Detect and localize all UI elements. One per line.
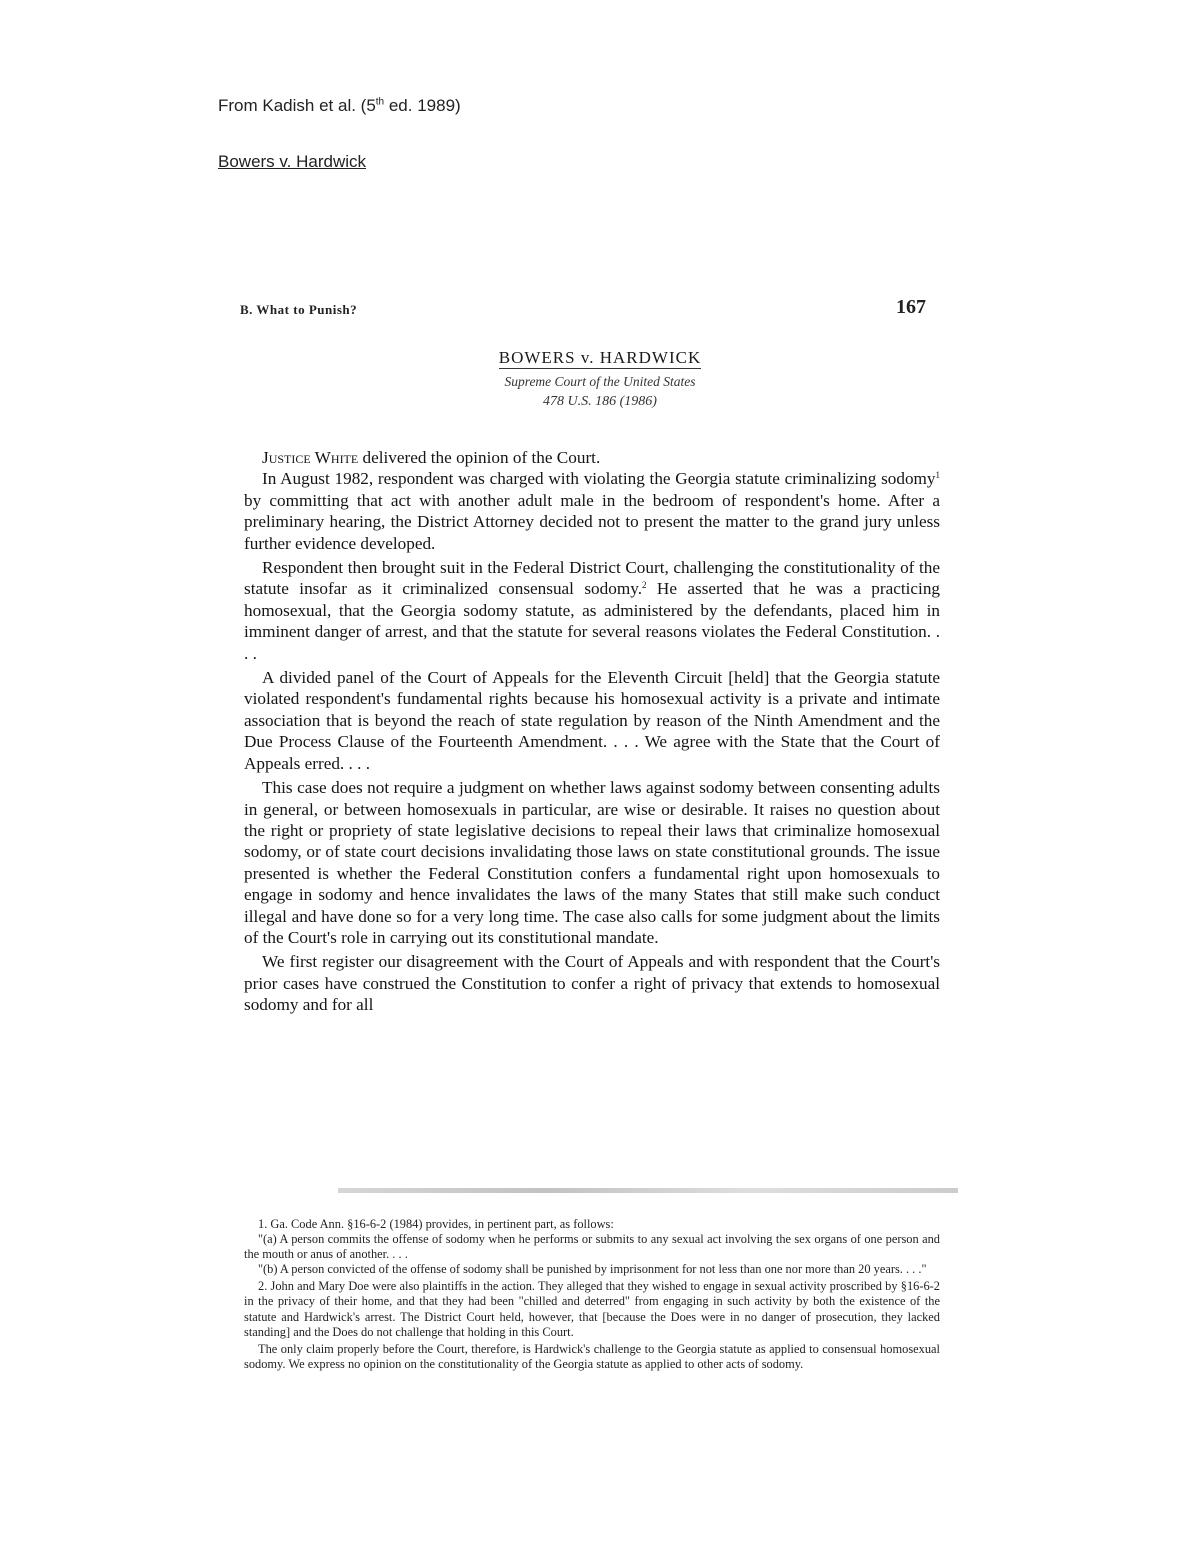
paragraph-5: We first register our disagreement with the Court of Appeals and with respondent that the Court's prior cases have construed the Constitution to confer a right of privacy that extends to homosexual sodomy and for all [244, 952, 940, 1015]
paragraph-1 [244, 468, 940, 554]
justice-name: Justice White [262, 448, 359, 467]
footnotes [244, 1217, 940, 1372]
paragraph-1-text-a: In August 1982, respondent was charged with violating the Georgia statute criminalizing sodomy [262, 469, 936, 489]
footnote-1-intro: 1. Ga. Code Ann. §16-6-2 (1984) provides, in pertinent part, as follows: [258, 1217, 614, 1231]
case-title [400, 348, 800, 368]
source-note-edition: ed. 1989) [384, 96, 461, 115]
paragraph-3: A divided panel of the Court of Appeals for the Eleventh Circuit [held] that the Georgia statute violated respondent's fundamental rights because his homosexual activity is a private and intimate association that is beyond the reach of state regulation by reason of the Ninth Amendment and the Due Process Clause of the Fourteenth Amendment. . . . We agree with the State that the Court of Appeals erred. . . . [244, 668, 940, 773]
opinion-intro-text: delivered the opinion of the Court. [358, 448, 601, 467]
paragraph-2-text-a: Respondent then brought suit in the Federal District Court, challenging the constitutionality of the statute insofar as it criminalized consensual sodomy. [244, 558, 940, 599]
paragraph-1-text-b: by committing that act with another adult male in the bedroom of respondent's home. After a preliminary hearing, the District Attorney decided not to present the matter to the grand jury unless further evidence developed. [244, 490, 940, 553]
footnote-ref-2: 2 [642, 580, 647, 591]
case-name-heading: Bowers v. Hardwick [218, 152, 366, 171]
footnote-1-subsection-b: "(b) A person convicted of the offense of sodomy shall be punished by imprisonment for not less than one nor more than 20 years. . . ." [258, 1262, 927, 1277]
page-number: 167 [896, 296, 926, 318]
footnote-1-subsection-a: "(a) A person commits the offense of sodomy when he performs or submits to any sexual act involving the sex organs of one person and the mouth or anus of another. . . . [244, 1232, 940, 1262]
footnote-ref-1: 1 [935, 470, 940, 481]
opinion-body [244, 447, 940, 1016]
scan-divider [338, 1188, 958, 1193]
source-note-superscript: th [375, 96, 385, 108]
source-note [218, 96, 461, 116]
case-title-text: BOWERS v. HARDWICK [498, 348, 702, 367]
source-note-text: From Kadish et al. (5 [218, 96, 376, 115]
case-citation: 478 U.S. 186 (1986) [543, 394, 657, 409]
paragraph-2-text-b: He asserted that he was a practicing homosexual, that the Georgia sodomy statute, as administered by the defendants, placed him in imminent danger of arrest, and that the statute for several reasons violates the Federal Constitution. . . . [244, 579, 941, 663]
footnote-2: 2. John and Mary Doe were also plaintiffs in the action. They alleged that they wished to engage in sexual activity proscribed by §16-6-2 in the privacy of their home, and that they had been "chilled and deterred" from engaging in such activity by both the existence of the statute and Hardwick's arrest. The District Court held, however, that [because the Does were in no danger of prosecution, they lacked standing] and the Does do not challenge that holding in this Court. [244, 1279, 940, 1339]
opinion-intro [244, 447, 940, 468]
footnote-2-continued: The only claim properly before the Court, therefore, is Hardwick's challenge to the Georgia statute as applied to consensual homosexual sodomy. We express no opinion on the constitutionality of the Georgia statute as applied to other acts of sodomy. [244, 1341, 940, 1371]
court-name: Supreme Court of the United States [504, 374, 696, 389]
paragraph-2 [244, 557, 940, 664]
running-head: B. What to Punish? [240, 302, 358, 317]
paragraph-4: This case does not require a judgment on whether laws against sodomy between consenting adults in general, or between homosexuals in particular, are wise or desirable. It raises no question about the right or propriety of state legislative decisions to repeal their laws that criminalize homosexual sodomy, or of state court decisions invalidating those laws on state constitutional grounds. The issue presented is whether the Federal Constitution confers a fundamental right upon homosexuals to engage in sodomy and hence invalidates the laws of the many States that still make such conduct illegal and have done so for a very long time. The case also calls for some judgment about the limits of the Court's role in carrying out its constitutional mandate. [244, 778, 940, 947]
